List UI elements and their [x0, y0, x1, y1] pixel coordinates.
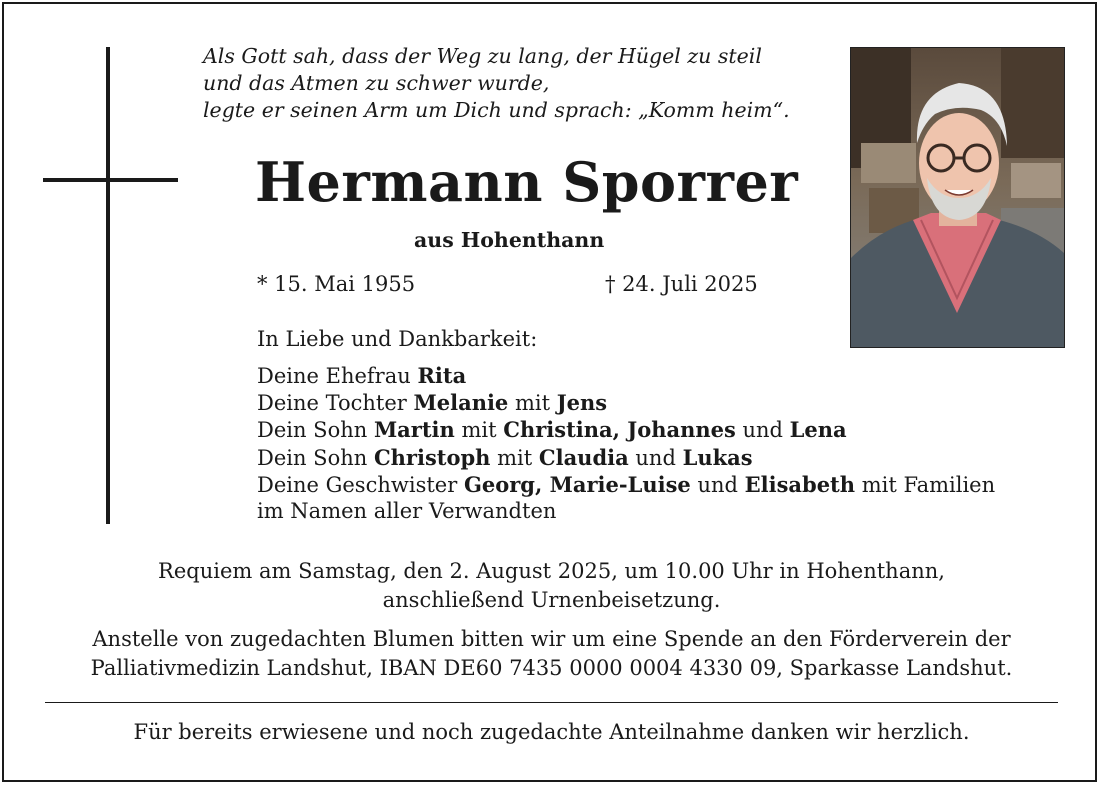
relation-label: Deine Ehefrau	[257, 364, 418, 388]
death-date: † 24. Juli 2025	[605, 272, 758, 296]
mourner-closing: im Namen aller Verwandten	[257, 498, 557, 523]
thanks-line: Für bereits erwiesene und noch zugedachte Anteilnahme danken wir herzlich.	[133, 720, 970, 744]
connector-text: und	[735, 418, 790, 443]
donation-line: Palliativmedizin Landshut, IBAN DE60 7435 0000 0004 4330 09, Sparkasse Landshut.	[90, 656, 1013, 680]
mourner-wife	[257, 362, 995, 389]
mourner-name: Jens	[556, 390, 608, 416]
mourner-son-martin	[257, 416, 995, 443]
portrait-photo	[850, 47, 1065, 348]
connector-text: und	[628, 445, 683, 470]
connector-text: mit	[490, 445, 539, 470]
requiem-info	[0, 557, 1103, 615]
relation-label: Deine Tochter	[257, 391, 414, 416]
connector-text: mit Familien	[855, 472, 996, 497]
deceased-hometown: aus Hohenthann	[414, 228, 605, 252]
mourner-name: Claudia	[538, 444, 629, 470]
cross-horizontal-bar	[43, 178, 178, 182]
mourner-name: Melanie	[413, 390, 509, 416]
connector-text: und	[690, 472, 745, 497]
poem-line: und das Atmen zu schwer wurde,	[203, 71, 550, 95]
mourner-name: Christina, Johannes	[503, 417, 736, 443]
mourners-intro: In Liebe und Dankbarkeit:	[257, 327, 538, 351]
donation-info	[0, 625, 1103, 683]
mourner-name: Christoph	[373, 444, 491, 470]
mourner-name: Martin	[373, 417, 455, 443]
mourner-name: Lukas	[682, 444, 753, 470]
connector-text: mit	[508, 391, 557, 416]
poem-line: legte er seinen Arm um Dich und sprach: „Komm heim“.	[203, 98, 790, 122]
mourner-son-christoph	[257, 444, 995, 471]
mourner-name: Rita	[417, 363, 467, 388]
mourner-name: Elisabeth	[744, 471, 856, 497]
mourner-daughter	[257, 389, 995, 416]
donation-line: Anstelle von zugedachten Blumen bitten wir um eine Spende an den Förderverein der	[92, 627, 1011, 651]
requiem-line: anschließend Urnenbeisetzung.	[382, 588, 721, 612]
cross-vertical-bar	[106, 47, 110, 524]
relation-label: Dein Sohn	[257, 418, 374, 443]
mourner-siblings	[257, 471, 995, 498]
poem	[203, 43, 790, 124]
relation-label: Deine Geschwister	[257, 472, 464, 497]
mourner-name: Georg, Marie-Luise	[463, 471, 691, 497]
mourner-name: Lena	[789, 417, 847, 443]
deceased-name: Hermann Sporrer	[255, 150, 799, 214]
mourners-list	[257, 362, 995, 525]
birth-date: * 15. Mai 1955	[257, 272, 416, 296]
relation-label: Dein Sohn	[257, 445, 374, 470]
divider	[45, 702, 1058, 703]
poem-line: Als Gott sah, dass der Weg zu lang, der Hügel zu steil	[203, 44, 762, 68]
requiem-line: Requiem am Samstag, den 2. August 2025, um 10.00 Uhr in Hohenthann,	[158, 559, 945, 583]
connector-text: mit	[454, 418, 504, 443]
